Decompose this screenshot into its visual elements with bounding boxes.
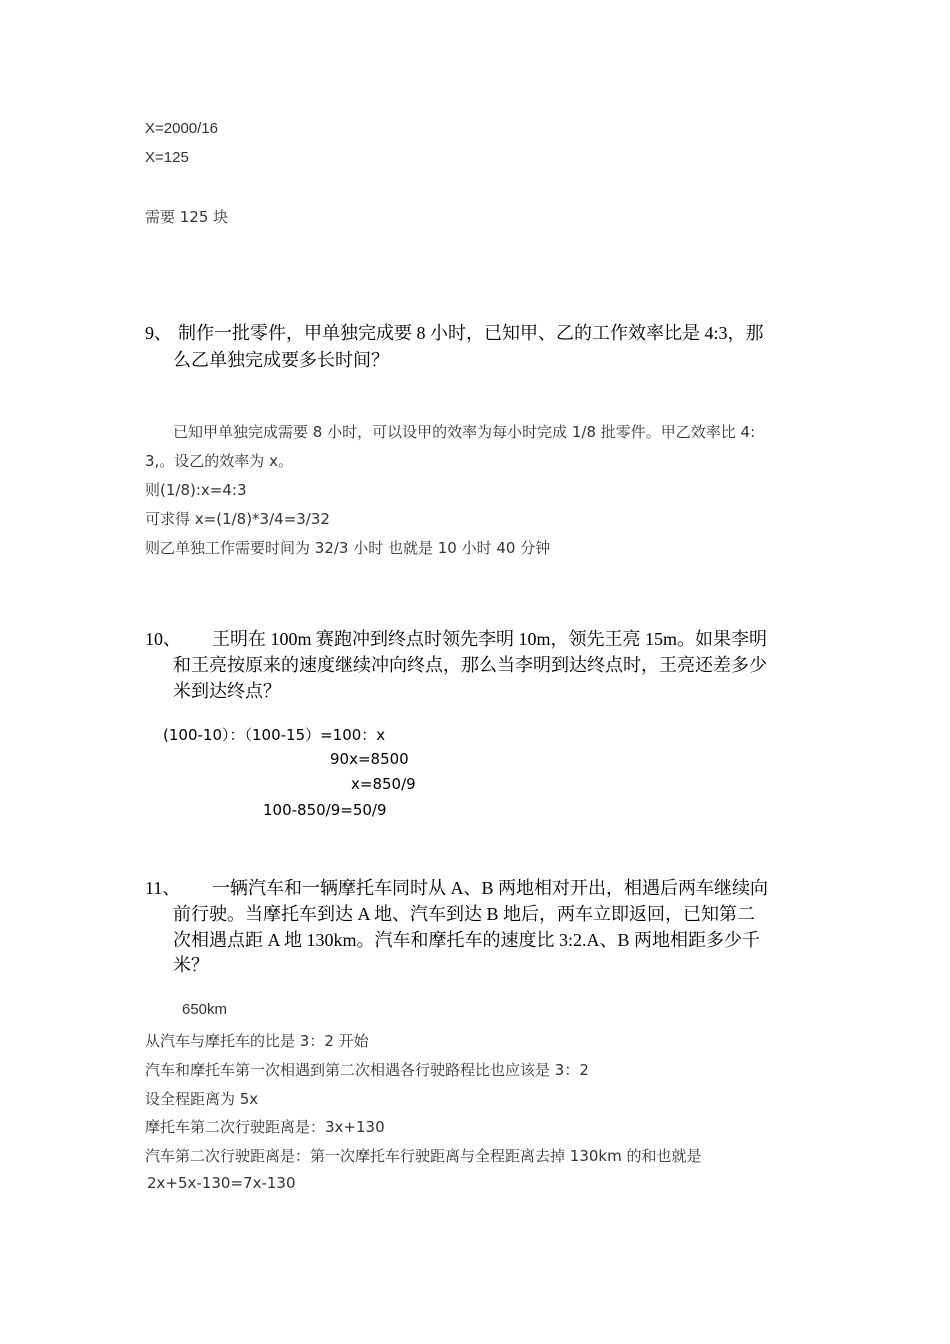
question-text: 次相遇点距 A 地 130km。汽车和摩托车的速度比 3:2.A、B 两地相距多少千 [173, 930, 761, 950]
calculation-line: x=850/9 [351, 775, 416, 793]
calculation-line: 100-850/9=50/9 [263, 801, 387, 819]
question-text: 么乙单独完成要多长时间？ [173, 350, 389, 370]
solution-line: 则(1/8):x=4:3 [145, 481, 247, 499]
question-text: 王明在 100m 赛跑冲到终点时领先李明 10m，领先王亮 15m。如果李明 [212, 629, 768, 649]
work-line: X=125 [145, 149, 189, 166]
solution-line: 3,。设乙的效率为 x。 [145, 452, 293, 470]
question-text: 米？ [173, 955, 209, 975]
solution-line: 2x+5x-130=7x-130 [147, 1174, 296, 1192]
solution-line: 设全程距离为 5x [145, 1090, 259, 1108]
question-number: 11、 [145, 878, 181, 898]
solution-line: 可求得 x=(1/8)*3/4=3/32 [145, 510, 330, 528]
work-line: X=2000/16 [145, 120, 218, 137]
solution-line: 摩托车第二次行驶距离是：3x+130 [145, 1118, 385, 1136]
calculation-line: (100-10）：（100-15）=100：x [163, 726, 386, 744]
calculation-line: 90x=8500 [330, 750, 409, 768]
question-text: 一辆汽车和一辆摩托车同时从 A、B 两地相对开出，相遇后两车继续向 [212, 878, 769, 898]
question-text: 米到达终点？ [173, 681, 281, 701]
question-number: 10、 [145, 629, 181, 649]
question-text: 前行驶。当摩托车到达 A 地、汽车到达 B 地后，两车立即返回，已知第二 [173, 904, 756, 924]
solution-line: 汽车第二次行驶距离是：第一次摩托车行驶距离与全程距离去掉 130km 的和也就是 [145, 1147, 702, 1165]
answer-text: 650km [182, 1001, 228, 1018]
question-number: 9、 [145, 323, 172, 343]
solution-line: 从汽车与摩托车的比是 3：2 开始 [145, 1032, 369, 1050]
solution-line: 已知甲单独完成需要 8 小时，可以设甲的效率为每小时完成 1/8 批零件。甲乙效率比 4: [173, 423, 756, 441]
answer-text: 需要 125 块 [145, 208, 229, 226]
solution-line: 汽车和摩托车第一次相遇到第二次相遇各行驶路程比也应该是 3：2 [145, 1061, 589, 1079]
question-text: 制作一批零件，甲单独完成要 8 小时，已知甲、乙的工作效率比是 4:3，那 [178, 323, 764, 343]
solution-line: 则乙单独工作需要时间为 32/3 小时 也就是 10 小时 40 分钟 [145, 539, 551, 557]
question-text: 和王亮按原来的速度继续冲向终点，那么当李明到达终点时，王亮还差多少 [173, 655, 767, 675]
